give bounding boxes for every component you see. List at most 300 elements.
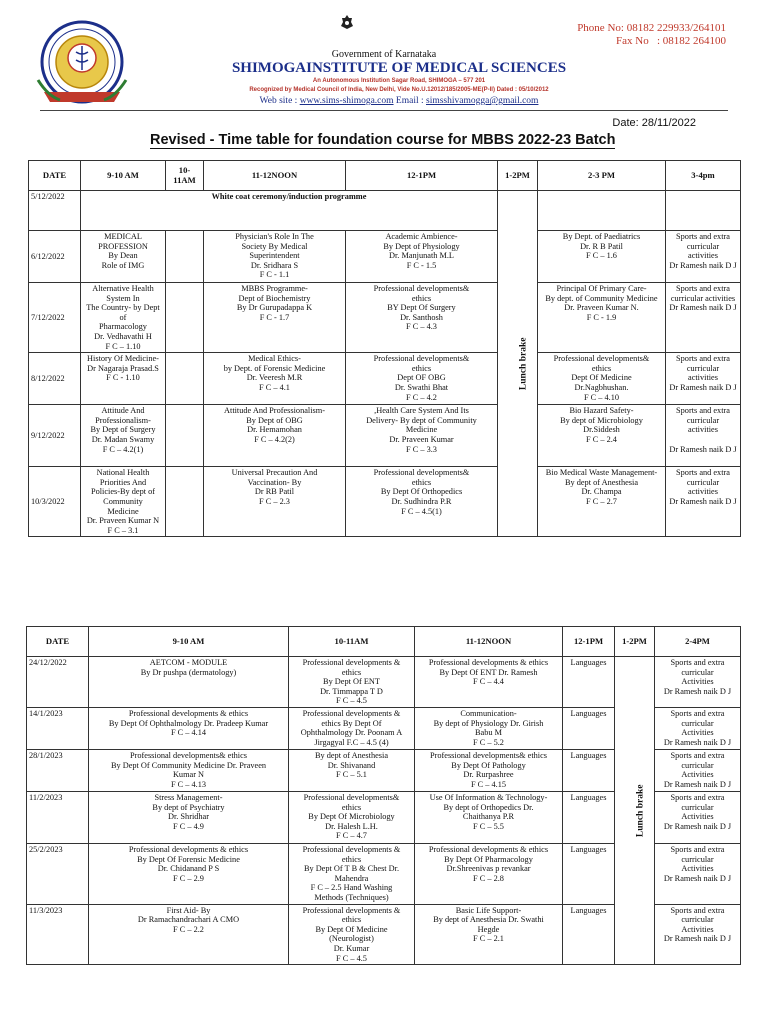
languages-cell: Languages: [563, 791, 615, 843]
cell-line: The Country- by Dept of: [86, 303, 160, 322]
session-2-3: [538, 405, 666, 467]
cell-line: activities: [688, 487, 718, 497]
cell-line: curricular: [681, 802, 714, 812]
session-12-1: [346, 283, 498, 353]
cell-line: By Dept Of Forensic Medicine: [137, 854, 240, 864]
cell-line: By Dept Of Ophthalmology Dr. Pradeep Kumar: [108, 718, 269, 728]
lunch-break-cell: [615, 657, 655, 965]
document-date: Date: 28/11/2022: [612, 117, 696, 129]
cell-line: Dr Ramesh naik D J: [669, 444, 737, 454]
col-header-9-10: 9-10 AM: [89, 627, 289, 657]
cell-line: Professional developments &: [302, 905, 401, 915]
cell-line: Basic Life Support-: [455, 905, 522, 915]
cell-line: Sports and extra: [676, 354, 730, 364]
session-3-4: [666, 231, 741, 283]
cell-line: F C – 4.2: [406, 392, 437, 402]
lunch-break-cell: [498, 191, 538, 537]
cell-line: Bio Hazard Safety-: [569, 406, 634, 416]
cell-line: Sports and extra: [676, 406, 730, 416]
col-header-12-1: 12-1PM: [563, 627, 615, 657]
cell-line: ethics: [411, 293, 432, 303]
cell-line: Communication-: [460, 708, 517, 718]
cell-line: By dept of Orthopedics Dr.: [443, 802, 534, 812]
col-header-2-4: 2-4PM: [655, 627, 741, 657]
languages-cell: Languages: [563, 707, 615, 749]
session-9-10: [89, 749, 289, 791]
cell-line: F C – 2.5 Hand Washing: [310, 883, 393, 893]
cell-line: F C – 4.14: [170, 728, 207, 738]
cell-line: Dept Of Medicine: [571, 373, 632, 383]
session-11-12: [204, 231, 346, 283]
col-header-1-2: 1-2PM: [498, 161, 538, 191]
cell-line: Dr. Shivanand: [327, 760, 376, 770]
empty-cell: [166, 405, 204, 467]
table-row: [29, 283, 741, 353]
cell-line: curricular: [681, 854, 714, 864]
session-9-10: [81, 283, 166, 353]
cell-line: ethics: [341, 802, 362, 812]
cell-line: ,Health Care System And Its: [374, 406, 469, 416]
cell-line: Professional developments &: [302, 658, 401, 667]
cell-line: History Of Medicine-: [87, 354, 159, 364]
cell-line: F C - 1.9: [586, 312, 617, 322]
cell-line: Physician's Role In The: [235, 232, 314, 241]
cell-line: Dr. Champa: [581, 487, 622, 497]
cell-line: F C – 4.5(1): [401, 506, 442, 516]
session-10-11: [289, 791, 415, 843]
cell-line: F C – 4.2(2): [254, 434, 295, 444]
table-row: [27, 657, 741, 708]
website-link[interactable]: www.sims-shimoga.com: [299, 96, 394, 106]
cell-line: Professional developments & ethics: [128, 708, 249, 718]
cell-line: By dept of Anesthesia: [314, 750, 389, 760]
cell-line: Professional developments&: [373, 468, 470, 478]
session-12-1: [346, 353, 498, 405]
cell-line: Professional developments & ethics: [428, 658, 549, 667]
cell-line: By Dept of Surgery: [90, 425, 156, 435]
cell-line: Professional developments&: [303, 792, 400, 802]
cell-line: F C – 5.2: [473, 737, 504, 747]
cell-line: By Dept of OBG: [246, 415, 303, 425]
cell-line: Activities: [681, 812, 714, 822]
cell-line: Dr. Kumar: [333, 943, 370, 953]
cell-line: Pharmacology: [99, 322, 147, 332]
col-header-date: DATE: [27, 627, 89, 657]
cell-line: Dr. Sridhara S: [250, 260, 299, 270]
cell-line: Dr. Praveen Kumar: [389, 434, 454, 444]
session-2-4: [655, 904, 741, 965]
table-row: [29, 191, 741, 231]
cell-line: ethics: [411, 363, 432, 373]
languages-cell: Languages: [563, 904, 615, 965]
table-row: [29, 467, 741, 537]
cell-line: activities: [688, 425, 718, 435]
session-9-10: [89, 707, 289, 749]
cell-line: F C – 5.5: [473, 821, 504, 831]
cell-line: Dr. Rurpashree: [463, 770, 514, 780]
cell-line: Sports and extra: [676, 284, 730, 293]
email-label: Email :: [393, 96, 426, 106]
session-3-4: [666, 405, 741, 467]
cell-line: ethics: [341, 854, 362, 864]
cell-line: Professional developments&: [553, 354, 650, 364]
empty-cell: [666, 191, 741, 231]
session-10-11: [289, 843, 415, 904]
col-header-2-3: 2-3 PM: [538, 161, 666, 191]
session-11-12: [415, 843, 563, 904]
cell-line: Dr Nagaraja Prasad.S: [87, 363, 159, 373]
cell-line: F C – 2.3: [259, 496, 290, 506]
cell-line: National Health Priorities And: [96, 468, 150, 487]
cell-line: Sports and extra: [670, 905, 725, 915]
cell-line: curricular: [686, 241, 720, 251]
cell-line: Dr. Praveen Kumar N.: [564, 303, 639, 313]
cell-line: Professional developments& ethics: [429, 750, 548, 760]
cell-line: Medicine: [405, 425, 438, 435]
col-header-9-10: 9-10 AM: [81, 161, 166, 191]
cell-line: Activities: [681, 728, 714, 738]
cell-line: F C - 1.1: [259, 270, 290, 280]
cell-line: Society By Medical: [241, 241, 308, 251]
session-3-4: [666, 353, 741, 405]
row-date: 5/12/2022: [29, 191, 81, 231]
cell-line: By dept of Psychiatry: [152, 802, 225, 812]
cell-line: Dr. Hemamohan: [247, 425, 302, 435]
row-date: 7/12/2022: [29, 283, 81, 353]
cell-line: F C – 4.2(1): [102, 444, 144, 454]
cell-line: F C – 2.4: [586, 434, 617, 444]
cell-line: AETCOM - MODULE: [149, 658, 228, 667]
cell-line: Delivery- By dept of Community: [366, 415, 477, 425]
cell-line: F C – 2.7: [586, 496, 617, 506]
cell-line: Sports and extra: [670, 792, 725, 802]
cell-line: Mahendra: [334, 873, 369, 883]
cell-line: Superintendent: [249, 251, 300, 261]
cell-line: curricular: [686, 477, 720, 487]
page-title-text: Revised - Time table for foundation course for MBBS 2022-23 Batch: [150, 132, 616, 148]
cell-line: By Dept Of ENT: [323, 677, 380, 687]
languages-cell: Languages: [563, 749, 615, 791]
cell-line: curricular: [681, 760, 714, 770]
cell-line: BY Dept Of Surgery: [387, 303, 456, 313]
cell-line: Activities: [681, 924, 714, 934]
languages-cell: Languages: [563, 657, 615, 708]
session-11-12: [415, 657, 563, 708]
session-12-1: [346, 405, 498, 467]
cell-line: Activities: [681, 770, 714, 780]
cell-line: F C – 2.9: [173, 873, 204, 883]
cell-line: Dr Ramesh naik D J: [663, 686, 732, 696]
cell-line: Use Of Information & Technology-: [429, 792, 548, 802]
cell-line: Sports and extra: [670, 844, 725, 854]
cell-line: Professional developments& ethics: [129, 750, 248, 760]
empty-cell: [166, 231, 204, 283]
session-2-4: [655, 749, 741, 791]
col-header-12-1: 12-1PM: [346, 161, 498, 191]
empty-cell: [166, 467, 204, 537]
cell-line: By Dr pushpa (dermatology): [140, 667, 237, 677]
session-9-10: [81, 231, 166, 283]
session-10-11: [289, 707, 415, 749]
cell-line: Vaccination- By: [247, 477, 302, 487]
cell-line: (Neurologist): [329, 934, 374, 944]
table-row: [29, 353, 741, 405]
website-label: Web site :: [259, 96, 300, 106]
cell-line: Activities: [681, 677, 714, 687]
cell-line: Academic Ambience-: [385, 232, 458, 241]
empty-cell: [166, 283, 204, 353]
cell-line: Attitude And Professionalism-: [224, 406, 325, 416]
timetable-2: [26, 626, 741, 965]
cell-line: By Dept Of Pharmacology: [444, 854, 533, 864]
cell-line: Chaithanya P.R: [462, 812, 515, 822]
session-9-10: [81, 467, 166, 537]
cell-line: F C – 2.8: [473, 873, 504, 883]
cell-line: Professional developments&: [373, 354, 470, 364]
cell-line: Professional developments & ethics: [428, 844, 549, 854]
cell-line: By Dept. of Paediatrics: [562, 232, 641, 241]
session-11-12: [415, 749, 563, 791]
cell-line: Jirgagyal F.C – 4.5 (4): [314, 737, 389, 747]
row-date: 25/2/2023: [27, 843, 89, 904]
cell-line: curricular: [686, 363, 720, 373]
cell-line: ethics: [341, 915, 362, 925]
session-2-3: [538, 231, 666, 283]
cell-line: Dept OF OBG: [397, 373, 446, 383]
session-2-3: [538, 353, 666, 405]
cell-line: Dr. Swathi Bhat: [394, 382, 449, 392]
cell-line: By Dept Of Microbiology: [308, 812, 395, 822]
cell-line: Dr Ramesh naik D J: [669, 303, 737, 313]
cell-line: F C - 1.7: [259, 312, 290, 322]
cell-line: F C – 4.5: [336, 696, 367, 706]
timetable-1: [28, 160, 741, 537]
cell-line: Role of IMG: [101, 260, 145, 270]
cell-line: Dr Ramesh naik D J: [663, 873, 732, 883]
cell-line: F C – 2.1: [473, 934, 504, 944]
session-10-11: [289, 657, 415, 708]
cell-line: F C – 4.9: [173, 821, 204, 831]
cell-line: Dr.Shreenivas p revankar: [446, 864, 531, 874]
cell-line: curricular: [681, 667, 714, 677]
session-12-1: [346, 467, 498, 537]
cell-line: Dr Ramesh naik D J: [669, 260, 737, 270]
cell-line: Methods (Techniques): [314, 892, 389, 902]
row-date: 6/12/2022: [29, 231, 81, 283]
cell-line: By Dean: [108, 251, 138, 261]
session-2-4: [655, 657, 741, 708]
cell-line: F C – 4.7: [336, 831, 367, 841]
session-9-10: [81, 405, 166, 467]
cell-line: By Dr Gurupadappa K: [236, 303, 313, 313]
cell-line: F C – 4.10: [583, 392, 620, 402]
cell-line: Activities: [681, 864, 714, 874]
cell-line: Babu M: [475, 728, 502, 738]
cell-line: Ophthalmology Dr. Poonam A: [300, 728, 403, 738]
cell-line: curricular: [681, 915, 714, 925]
cell-line: F C – 4.3: [406, 322, 437, 332]
table-row: [29, 231, 741, 283]
cell-line: Dr RB Patil: [254, 487, 295, 497]
cell-line: F C – 4.1: [259, 382, 290, 392]
cell-line: curricular activities: [670, 293, 736, 303]
row-date: 28/1/2023: [27, 749, 89, 791]
cell-line: F C – 5.1: [336, 770, 367, 780]
cell-line: First Aid- By: [166, 905, 211, 915]
cell-line: Universal Precaution And: [231, 468, 318, 478]
session-9-10: [89, 904, 289, 965]
session-2-4: [655, 791, 741, 843]
cell-line: Sports and extra: [676, 468, 730, 478]
contact-block: [577, 22, 726, 48]
cell-line: F C – 2.2: [173, 924, 204, 934]
cell-line: Bio Medical Waste Management-: [545, 468, 658, 478]
cell-line: ethics: [411, 477, 432, 487]
cell-line: Dr. Praveen Kumar N: [86, 516, 160, 526]
table1-header-row: [29, 161, 741, 191]
cell-line: F C – 3.1: [107, 525, 139, 535]
cell-line: MBBS Programme-: [241, 284, 308, 293]
web-line: [0, 96, 768, 106]
cell-line: F C – 1.6: [586, 251, 617, 261]
session-10-11: [289, 904, 415, 965]
cell-line: By dept of Physiology Dr. Girish: [433, 718, 544, 728]
cell-line: ethics: [591, 363, 612, 373]
cell-line: Dr.Siddesh: [583, 425, 620, 435]
recognition-line: Recognized by Medical Council of India, New Delhi, Vide No.U.12012/185/2005-ME(P-II) Dated : 05/10/2012: [249, 87, 549, 93]
cell-line: Dr Ramesh naik D J: [669, 382, 737, 392]
empty-cell: [166, 353, 204, 405]
cell-line: activities: [688, 373, 718, 383]
cell-line: By Dept of Physiology: [383, 241, 460, 251]
session-11-12: [204, 405, 346, 467]
cell-line: Attitude And Professionalism-: [95, 406, 151, 425]
cell-line: Dr Ramesh naik D J: [663, 821, 732, 831]
table-row: [29, 405, 741, 467]
cell-line: Dr. Veeresh M.R: [246, 373, 303, 383]
col-header-10-11: 10-11AM: [289, 627, 415, 657]
cell-line: Kumar N: [172, 770, 205, 780]
session-3-4: [666, 467, 741, 537]
cell-line: Hegde: [477, 924, 500, 934]
row-date: 24/12/2022: [27, 657, 89, 708]
session-2-3: [538, 283, 666, 353]
session-11-12: [415, 707, 563, 749]
lunch-break-label: Lunch brake: [635, 784, 646, 838]
languages-cell: Languages: [563, 843, 615, 904]
col-header-10-11: 10-11AM: [166, 161, 204, 191]
cell-line: F C – 4.5: [336, 953, 367, 963]
cell-line: By Dept Of ENT Dr. Ramesh: [439, 667, 538, 677]
lunch-break-label: Lunch brake: [518, 337, 529, 391]
row-date: 11/2/2023: [27, 791, 89, 843]
col-header-11-12: 11-12NOON: [204, 161, 346, 191]
row-date: 8/12/2022: [29, 353, 81, 405]
cell-line: By Dept Of Pathology: [451, 760, 526, 770]
session-9-10: [81, 353, 166, 405]
session-9-10: [89, 791, 289, 843]
row-date: 11/3/2023: [27, 904, 89, 965]
cell-line: Professional developments & ethics: [128, 844, 249, 854]
cell-line: Medicine: [107, 506, 139, 516]
cell-line: By dept of Anesthesia Dr. Swathi: [433, 915, 544, 925]
induction-cell: White coat ceremony/induction programme: [81, 191, 498, 231]
table2-header-row: [27, 627, 741, 657]
page-title: [150, 132, 615, 148]
cell-line: By Dept Of Orthopedics: [380, 487, 463, 497]
cell-line: Dr. Timmappa T D: [320, 686, 383, 696]
cell-line: Professional developments&: [373, 284, 470, 293]
col-header-3-4: 3-4pm: [666, 161, 741, 191]
cell-line: Dr. Chidanand P S: [157, 864, 220, 874]
cell-line: Professional developments &: [302, 844, 401, 854]
cell-line: Alternative Health System In: [92, 284, 154, 303]
row-date: 9/12/2022: [29, 405, 81, 467]
cell-line: Dr. Shridhar: [167, 812, 210, 822]
cell-line: Dr. R B Patil: [580, 241, 623, 251]
session-3-4: [666, 283, 741, 353]
cell-line: By dept of Microbiology: [560, 415, 643, 425]
cell-line: Stress Management-: [154, 792, 223, 802]
session-9-10: [89, 657, 289, 708]
cell-line: Dr. Halesh L.H.: [325, 821, 378, 831]
session-10-11: [289, 749, 415, 791]
cell-line: By dept of Anesthesia: [564, 477, 639, 487]
cell-line: F C - 1.5: [406, 260, 437, 270]
col-header-1-2: 1-2PM: [615, 627, 655, 657]
cell-line: F C – 4.15: [470, 779, 507, 789]
cell-line: By dept. of Community Medicine: [545, 293, 658, 303]
cell-line: Dr Ramesh naik D J: [663, 934, 732, 944]
session-11-12: [204, 283, 346, 353]
session-2-4: [655, 843, 741, 904]
institute-name: SHIMOGAINSTITUTE OF MEDICAL SCIENCES: [231, 60, 567, 76]
cell-line: Dept of Biochemistry: [238, 293, 311, 303]
cell-line: Medical Ethics-: [248, 354, 301, 364]
empty-cell: [538, 191, 666, 231]
cell-line: Policies-By dept of Community: [90, 487, 156, 506]
cell-line: Dr.Nagbhushan.: [574, 382, 629, 392]
cell-line: ethics By Dept Of: [321, 718, 382, 728]
government-line: Government of Karnataka: [331, 49, 437, 60]
cell-line: ethics: [341, 667, 362, 677]
cell-line: Sports and extra: [670, 658, 725, 667]
cell-line: Dr Ramachandrachari A CMO: [137, 915, 240, 925]
cell-line: Sports and extra: [670, 708, 725, 718]
col-header-date: DATE: [29, 161, 81, 191]
cell-line: Dr. Vedhavathi H: [94, 331, 152, 341]
email-link[interactable]: simsshivamogga@gmail.com: [426, 96, 539, 106]
karnataka-emblem-icon: [339, 14, 355, 30]
session-11-12: [415, 791, 563, 843]
cell-line: Principal Of Primary Care-: [556, 284, 647, 293]
cell-line: by Dept. of Forensic Medicine: [223, 363, 326, 373]
fax-number: Fax No : 08182 264100: [616, 35, 726, 47]
col-header-11-12: 11-12NOON: [415, 627, 563, 657]
cell-line: F C – 4.4: [473, 677, 504, 687]
cell-line: curricular: [681, 718, 714, 728]
cell-line: Dr Ramesh naik D J: [663, 779, 732, 789]
cell-line: By Dept Of T B & Chest Dr.: [303, 864, 400, 874]
cell-line: Dr. Manjunath M.L: [389, 251, 454, 261]
session-9-10: [89, 843, 289, 904]
session-12-1: [346, 231, 498, 283]
cell-line: F C – 1.10: [105, 341, 141, 351]
cell-line: Dr. Sudhindra P.R: [391, 496, 452, 506]
cell-line: Sports and extra: [670, 750, 725, 760]
header-divider: [40, 110, 728, 111]
cell-line: By Dept Of Community Medicine Dr. Praveen: [110, 760, 267, 770]
